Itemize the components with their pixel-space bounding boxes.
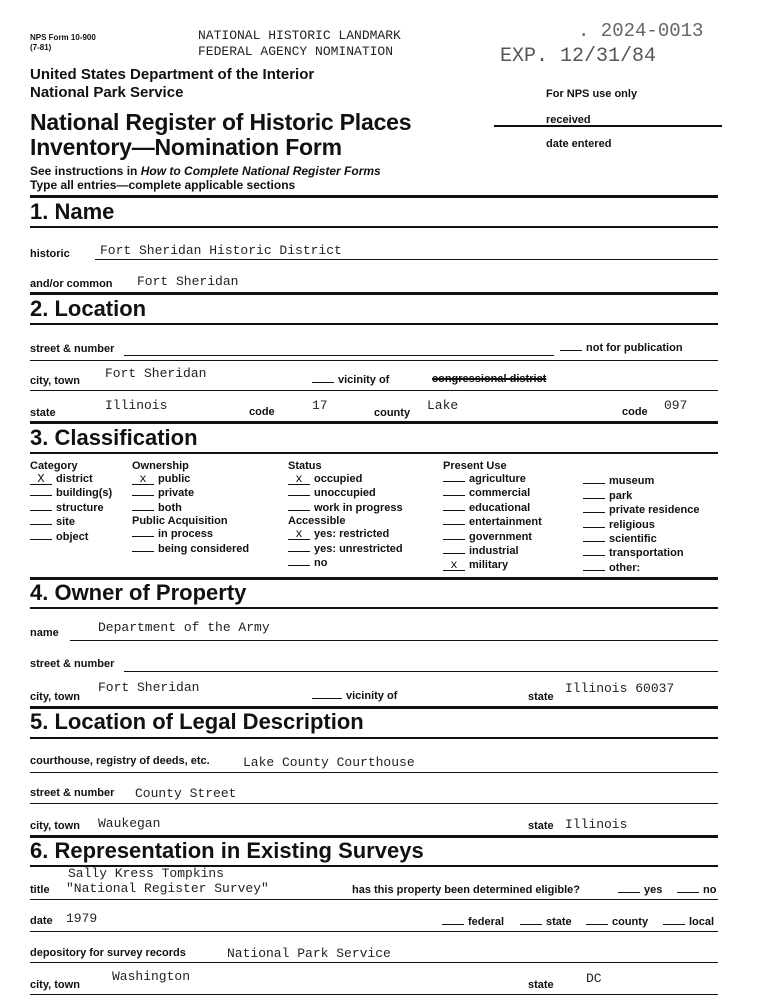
owner-state-value: Illinois 60037 bbox=[565, 681, 675, 696]
section-3-heading: 3. Classification bbox=[30, 425, 198, 450]
stamp-code: . 2024-0013 bbox=[578, 20, 704, 42]
location-state-value: Illinois bbox=[105, 398, 168, 413]
section-rule bbox=[30, 323, 718, 325]
legal-street-value: County Street bbox=[135, 786, 237, 801]
legal-state-label: state bbox=[528, 820, 554, 832]
status-title: Status bbox=[288, 460, 322, 472]
ownership-option[interactable]: private bbox=[132, 486, 249, 500]
typed-header-line2: FEDERAL AGENCY NOMINATION bbox=[198, 44, 394, 59]
category-option[interactable]: structure bbox=[30, 501, 112, 515]
status-column bbox=[288, 460, 403, 570]
service-name: National Park Service bbox=[30, 84, 184, 101]
survey-author: Sally Kress Tompkins bbox=[68, 866, 225, 881]
level-county[interactable]: county bbox=[586, 916, 648, 928]
category-option[interactable]: building(s) bbox=[30, 486, 112, 500]
present-use-option[interactable]: government bbox=[443, 530, 542, 544]
owner-state-label: state bbox=[528, 691, 554, 703]
historic-label: historic bbox=[30, 248, 70, 260]
form-title-line2: Inventory—Nomination Form bbox=[30, 134, 342, 160]
present-use-option[interactable]: private residence bbox=[583, 503, 700, 517]
form-revision: (7-81) bbox=[30, 43, 52, 52]
level-local[interactable]: local bbox=[663, 916, 714, 928]
field-line bbox=[70, 640, 718, 641]
category-option[interactable]: site bbox=[30, 515, 112, 529]
present-use-option[interactable]: park bbox=[583, 489, 700, 503]
survey-city-label: city, town bbox=[30, 979, 80, 991]
section-rule bbox=[30, 452, 718, 454]
survey-title-value: "National Register Survey" bbox=[66, 881, 269, 896]
owner-city-value: Fort Sheridan bbox=[98, 680, 200, 695]
nps-date-entered-label: date entered bbox=[546, 138, 612, 150]
form-title-line1: National Register of Historic Places bbox=[30, 109, 412, 135]
present-use-option[interactable]: agriculture bbox=[443, 472, 542, 486]
level-state[interactable]: state bbox=[520, 916, 572, 928]
acquisition-option[interactable]: in process bbox=[132, 527, 249, 541]
courthouse-label: courthouse, registry of deeds, etc. bbox=[30, 755, 210, 767]
present-use-option[interactable]: transportation bbox=[583, 546, 700, 560]
owner-name-value: Department of the Army bbox=[98, 620, 270, 635]
present-use-option[interactable]: industrial bbox=[443, 544, 542, 558]
section-rule bbox=[30, 737, 718, 739]
county-code-value: 097 bbox=[664, 398, 688, 413]
received-rule bbox=[494, 125, 722, 127]
present-use-column-2 bbox=[583, 474, 700, 575]
field-line bbox=[124, 355, 554, 356]
survey-title-label: title bbox=[30, 884, 50, 896]
field-line bbox=[30, 772, 718, 773]
ownership-title: Ownership bbox=[132, 460, 189, 472]
location-street-label: street & number bbox=[30, 343, 115, 355]
present-use-option[interactable]: religious bbox=[583, 518, 700, 532]
location-city-label: city, town bbox=[30, 375, 80, 387]
eligible-yes[interactable]: yes bbox=[618, 884, 662, 896]
present-use-option[interactable]: scientific bbox=[583, 532, 700, 546]
present-use-option[interactable]: other: bbox=[583, 561, 700, 575]
common-value: Fort Sheridan bbox=[137, 274, 239, 289]
owner-street-label: street & number bbox=[30, 658, 115, 670]
acquisition-option[interactable]: being considered bbox=[132, 542, 249, 556]
nps-use-title: For NPS use only bbox=[546, 88, 638, 100]
location-city-value: Fort Sheridan bbox=[105, 366, 207, 381]
present-use-column-1 bbox=[443, 460, 542, 573]
accessible-title: Accessible bbox=[288, 515, 346, 528]
owner-vicinity: vicinity of bbox=[312, 690, 397, 702]
county-value: Lake bbox=[427, 398, 459, 413]
eligible-question: has this property been determined eligible? bbox=[352, 884, 580, 896]
legal-state-value: Illinois bbox=[565, 817, 628, 832]
present-use-option[interactable]: entertainment bbox=[443, 515, 542, 529]
section-4-heading: 4. Owner of Property bbox=[30, 580, 247, 605]
section-rule bbox=[30, 195, 718, 198]
department-name: United States Department of the Interior bbox=[30, 66, 315, 83]
field-line bbox=[30, 962, 718, 963]
survey-state-value: DC bbox=[586, 971, 602, 986]
field-line bbox=[30, 931, 718, 932]
level-federal[interactable]: federal bbox=[442, 916, 504, 928]
depository-value: National Park Service bbox=[227, 946, 391, 961]
section-rule bbox=[30, 226, 718, 228]
section-5-heading: 5. Location of Legal Description bbox=[30, 709, 364, 734]
present-use-option[interactable]: educational bbox=[443, 501, 542, 515]
present-use-option[interactable]: x military bbox=[443, 558, 542, 572]
county-code-label: code bbox=[622, 406, 648, 418]
state-code-label: code bbox=[249, 406, 275, 418]
section-6-heading: 6. Representation in Existing Surveys bbox=[30, 838, 424, 863]
present-use-title: Present Use bbox=[443, 460, 507, 472]
section-rule bbox=[30, 292, 718, 295]
ownership-option[interactable]: both bbox=[132, 501, 249, 515]
field-line bbox=[30, 899, 718, 900]
congressional-district-struck: congressional district bbox=[432, 373, 547, 385]
survey-state-label: state bbox=[528, 979, 554, 991]
ownership-column bbox=[132, 460, 249, 556]
ownership-option[interactable]: x public bbox=[132, 472, 249, 486]
location-vicinity: vicinity of bbox=[312, 374, 389, 386]
status-option[interactable]: unoccupied bbox=[288, 486, 403, 500]
category-column bbox=[30, 460, 112, 544]
common-label: and/or common bbox=[30, 278, 113, 290]
category-option[interactable]: X district bbox=[30, 472, 112, 486]
present-use-option[interactable]: commercial bbox=[443, 486, 542, 500]
legal-city-value: Waukegan bbox=[98, 816, 161, 831]
category-option[interactable]: object bbox=[30, 530, 112, 544]
survey-date-label: date bbox=[30, 915, 53, 927]
field-line bbox=[124, 671, 718, 672]
section-1-heading: 1. Name bbox=[30, 199, 115, 224]
county-label: county bbox=[374, 407, 411, 419]
stamp-expiration: EXP. 12/31/84 bbox=[500, 45, 657, 68]
accessible-option[interactable]: no bbox=[288, 556, 403, 570]
historic-value: Fort Sheridan Historic District bbox=[100, 243, 342, 258]
acquisition-title: Public Acquisition bbox=[132, 515, 228, 528]
location-state-label: state bbox=[30, 407, 56, 419]
legal-street-label: street & number bbox=[30, 787, 115, 799]
survey-city-value: Washington bbox=[112, 969, 191, 984]
owner-city-label: city, town bbox=[30, 691, 80, 703]
field-line bbox=[30, 390, 718, 391]
category-title: Category bbox=[30, 460, 78, 472]
owner-name-label: name bbox=[30, 627, 59, 639]
field-line bbox=[30, 803, 718, 804]
typed-header-line1: NATIONAL HISTORIC LANDMARK bbox=[198, 28, 401, 43]
status-option[interactable]: x occupied bbox=[288, 472, 403, 486]
section-rule bbox=[30, 421, 718, 424]
courthouse-value: Lake County Courthouse bbox=[243, 755, 415, 770]
field-line bbox=[30, 360, 718, 361]
depository-label: depository for survey records bbox=[30, 947, 186, 959]
legal-city-label: city, town bbox=[30, 820, 80, 832]
section-2-heading: 2. Location bbox=[30, 296, 147, 321]
instructions-line1: See instructions in How to Complete National Register Forms bbox=[30, 164, 381, 178]
eligible-no[interactable]: no bbox=[677, 884, 716, 896]
state-code-value: 17 bbox=[312, 398, 328, 413]
field-line bbox=[30, 994, 718, 995]
instructions-line2: Type all entries—complete applicable sections bbox=[30, 178, 296, 192]
accessible-option[interactable]: x yes: restricted bbox=[288, 527, 403, 541]
field-line bbox=[95, 259, 718, 260]
form-number: NPS Form 10-900 bbox=[30, 33, 96, 42]
status-option[interactable]: work in progress bbox=[288, 501, 403, 515]
not-for-publication: not for publication bbox=[560, 342, 683, 354]
survey-date-value: 1979 bbox=[66, 911, 98, 926]
section-rule bbox=[30, 607, 718, 609]
nps-received-label: received bbox=[546, 114, 591, 126]
present-use-option[interactable]: museum bbox=[583, 474, 700, 488]
accessible-option[interactable]: yes: unrestricted bbox=[288, 542, 403, 556]
